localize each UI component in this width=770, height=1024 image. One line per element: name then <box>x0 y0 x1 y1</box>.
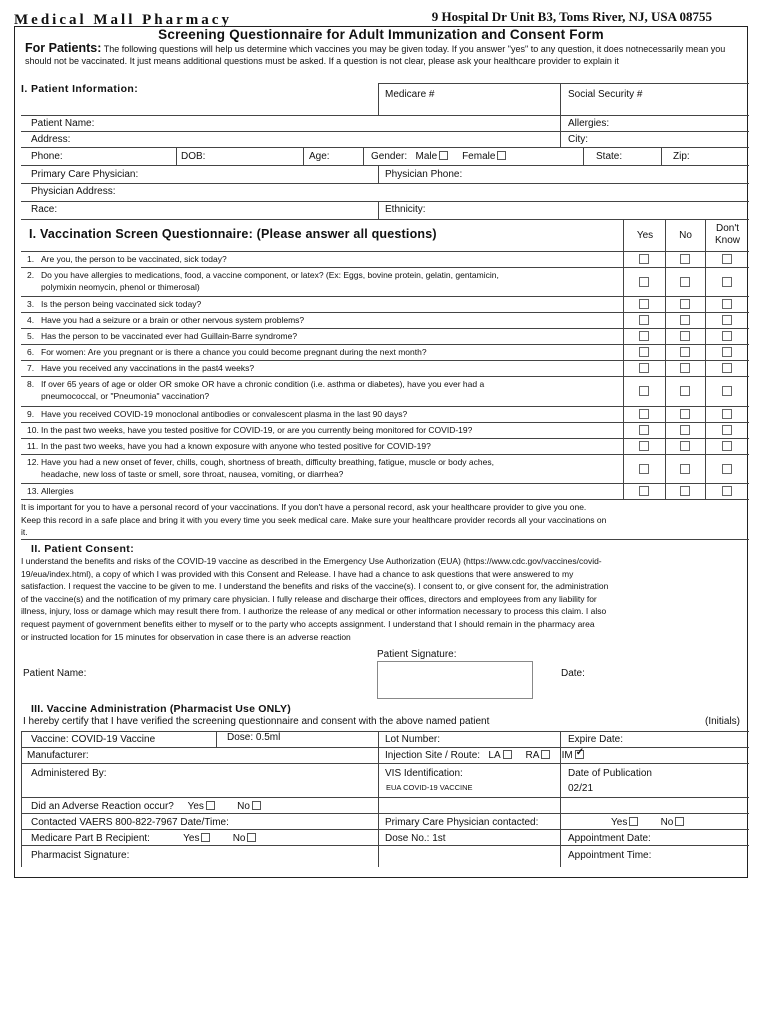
ethnicity-field[interactable]: Ethnicity: <box>385 204 426 215</box>
administered-by-field[interactable]: Administered By: <box>31 768 107 779</box>
pcp-contacted-options <box>611 817 684 829</box>
record-note-line: Keep this record in a safe place and bring it with you every time you seek medical care. Make sure your healthcare provider records all your vaccinations on <box>21 514 607 525</box>
q8-no-checkbox[interactable] <box>680 386 690 396</box>
la-label: LA <box>488 750 501 761</box>
q10-yes-checkbox[interactable] <box>639 425 649 435</box>
form-title: Screening Questionnaire for Adult Immunization and Consent Form <box>158 27 604 42</box>
q3-no-checkbox[interactable] <box>680 299 690 309</box>
q2-dont-know-checkbox[interactable] <box>722 277 732 287</box>
pcp-yes-label: Yes <box>611 817 628 828</box>
q2-no-checkbox[interactable] <box>680 277 690 287</box>
consent-line: 19/eua/index.html), a copy of which I was provided with this Consent and Release. I have had a chance to ask questions that were answered to my <box>21 568 574 579</box>
publication-date-value: 02/21 <box>568 783 594 794</box>
la-checkbox[interactable] <box>503 750 512 759</box>
question-number: 4. <box>27 315 35 325</box>
patient-signature-field[interactable] <box>377 661 533 699</box>
medicare-b-yes-label: Yes <box>183 833 200 844</box>
patient-name-label: Patient Name: <box>23 668 87 679</box>
question-8 <box>27 378 622 402</box>
q13-no-checkbox[interactable] <box>680 486 690 496</box>
question-text: In the past two weeks, have you tested positive for COVID-19, or are you currently being monitored for COVID-19? <box>41 425 473 435</box>
record-note <box>21 501 747 539</box>
q2-yes-checkbox[interactable] <box>639 277 649 287</box>
question-number: 10. <box>27 425 39 435</box>
pharmacy-name: Medical Mall Pharmacy <box>14 12 232 28</box>
q12-no-checkbox[interactable] <box>680 464 690 474</box>
q10-dont-know-checkbox[interactable] <box>722 425 732 435</box>
pharmacy-address: 9 Hospital Dr Unit B3, Toms River, NJ, USA 08755 <box>431 9 712 24</box>
question-number: 7. <box>27 363 35 373</box>
medicare-b-no-checkbox[interactable] <box>247 833 256 842</box>
question-number: 9. <box>27 409 35 419</box>
adverse-no-checkbox[interactable] <box>252 801 261 810</box>
appointment-date-field[interactable]: Appointment Date: <box>568 833 651 844</box>
allergies-field[interactable]: Allergies: <box>568 118 610 129</box>
q13-yes-checkbox[interactable] <box>639 486 649 496</box>
administration-title: III. Vaccine Administration (Pharmacist Use ONLY) <box>31 703 291 715</box>
question-text-cont: pneumococcal, or "Pneumonia" vaccination? <box>41 391 210 401</box>
question-1 <box>27 253 622 265</box>
ra-label: RA <box>525 750 540 761</box>
question-number: 2. <box>27 270 35 280</box>
patient-info-title: I. Patient Information: <box>21 83 139 95</box>
question-3 <box>27 298 622 310</box>
intro-lead: For Patients: <box>25 41 102 55</box>
q11-dont-know-checkbox[interactable] <box>722 441 732 451</box>
q13-dont-know-checkbox[interactable] <box>722 486 732 496</box>
q5-dont-know-checkbox[interactable] <box>722 331 732 341</box>
consent-text <box>21 555 749 643</box>
question-12 <box>27 456 622 480</box>
question-text: Is the person being vaccinated sick today? <box>41 299 202 309</box>
q12-yes-checkbox[interactable] <box>639 464 649 474</box>
physician-address-field[interactable]: Physician Address: <box>31 186 116 197</box>
q6-no-checkbox[interactable] <box>680 347 690 357</box>
male-label: Male <box>415 151 438 162</box>
state-field[interactable]: State: <box>596 151 623 162</box>
question-9 <box>27 408 622 420</box>
q3-yes-checkbox[interactable] <box>639 299 649 309</box>
record-note-line: It is important for you to have a personal record of your vaccinations. If you don't have a personal record, ask your healthcare provider to give you one. <box>21 502 587 512</box>
question-number: 11. <box>27 441 39 451</box>
medicare-b-field <box>31 833 256 845</box>
appointment-time-field[interactable]: Appointment Time: <box>568 850 652 861</box>
expire-date-field[interactable]: Expire Date: <box>568 734 624 745</box>
female-checkbox[interactable] <box>497 151 506 160</box>
intro-text <box>25 43 743 67</box>
question-11 <box>27 440 622 452</box>
physician-phone-field[interactable]: Physician Phone: <box>385 169 463 180</box>
question-5 <box>27 330 622 342</box>
question-number: 12. <box>27 457 39 467</box>
q8-yes-checkbox[interactable] <box>639 386 649 396</box>
q4-dont-know-checkbox[interactable] <box>722 315 732 325</box>
q5-yes-checkbox[interactable] <box>639 331 649 341</box>
certify-text: I hereby certify that I have verified the screening questionnaire and consent with the above named patient <box>23 716 490 727</box>
patient-name-field[interactable]: Patient Name: <box>31 118 95 129</box>
publication-date-label: Date of Publication <box>568 768 652 779</box>
q1-no-checkbox[interactable] <box>680 254 690 264</box>
question-number: 13. <box>27 486 39 496</box>
consent-title: II. Patient Consent: <box>31 543 135 555</box>
medicare-b-no-label: No <box>232 833 246 844</box>
injection-site-field <box>385 750 584 762</box>
dose-number-field: Dose No.: 1st <box>385 833 446 844</box>
medicare-b-label: Medicare Part B Recipient: <box>31 833 150 844</box>
question-number: 5. <box>27 331 35 341</box>
question-text: In the past two weeks, have you had a known exposure with anyone who tested positive for COVID-19? <box>41 441 431 451</box>
im-label: IM <box>561 750 573 761</box>
q11-no-checkbox[interactable] <box>680 441 690 451</box>
q9-yes-checkbox[interactable] <box>639 409 649 419</box>
consent-line: request payment of government benefits either to myself or to the party who accepts assignment. I understand that I should remain in the pharmacy area <box>21 618 595 629</box>
medicare-field[interactable]: Medicare # <box>385 89 435 100</box>
question-10 <box>27 424 622 436</box>
col-yes: Yes <box>636 230 654 241</box>
question-text: Do you have allergies to medications, food, a vaccine component, or latex? (Ex: Eggs, bovine protein, gelatin, gentamicin, <box>41 270 499 280</box>
ra-checkbox[interactable] <box>541 750 550 759</box>
question-7 <box>27 362 622 374</box>
q1-yes-checkbox[interactable] <box>639 254 649 264</box>
ssn-field[interactable]: Social Security # <box>568 89 643 100</box>
vis-identification-label: VIS Identification: <box>385 768 463 779</box>
q3-dont-know-checkbox[interactable] <box>722 299 732 309</box>
pharmacist-signature-field[interactable]: Pharmacist Signature: <box>31 850 130 861</box>
injection-site-label: Injection Site / Route: <box>385 750 481 761</box>
im-checkbox[interactable] <box>575 750 584 759</box>
dose-field: Dose: 0.5ml <box>227 732 281 743</box>
gender-field <box>371 151 506 163</box>
q7-dont-know-checkbox[interactable] <box>722 363 732 373</box>
consent-line: I understand the benefits and risks of the COVID-19 vaccine as described in the Emergency Use Authorization (EUA) (https://www.cdc.gov/vaccines/covid- <box>21 556 602 566</box>
pcp-field[interactable]: Primary Care Physician: <box>31 169 139 180</box>
question-2 <box>27 269 622 293</box>
initials-field[interactable]: (Initials) <box>705 716 741 727</box>
adverse-yes-checkbox[interactable] <box>206 801 215 810</box>
q4-no-checkbox[interactable] <box>680 315 690 325</box>
question-text: Allergies <box>41 486 74 496</box>
age-field[interactable]: Age: <box>309 151 330 162</box>
question-number: 3. <box>27 299 35 309</box>
q10-no-checkbox[interactable] <box>680 425 690 435</box>
lot-number-field[interactable]: Lot Number: <box>385 734 441 745</box>
consent-line: or instructed location for 15 minutes for observation in case there is an adverse reaction <box>21 631 351 642</box>
question-13 <box>27 485 622 497</box>
pcp-no-label: No <box>660 817 674 828</box>
q1-dont-know-checkbox[interactable] <box>722 254 732 264</box>
manufacturer-field[interactable]: Manufacturer: <box>27 750 89 761</box>
vaers-field[interactable]: Contacted VAERS 800-822-7967 Date/Time: <box>31 817 229 828</box>
city-field[interactable]: City: <box>568 134 588 145</box>
male-checkbox[interactable] <box>439 151 448 160</box>
female-label: Female <box>462 151 496 162</box>
question-number: 8. <box>27 379 35 389</box>
q7-no-checkbox[interactable] <box>680 363 690 373</box>
col-no: No <box>679 230 692 241</box>
question-4 <box>27 314 622 326</box>
screening-form <box>14 26 748 878</box>
question-text: For women: Are you pregnant or is there a chance you could become pregnant during the next month? <box>41 347 427 357</box>
consent-line: satisfaction. I request the vaccine to be given to me. I understand the benefits and risks of the vaccine(s). I consent to, or give consent for, the administration <box>21 581 609 592</box>
intro-body: The following questions will help us determine which vaccines you may be given today. If you answer "yes" to any question, it does notnecessarily mean you should not be vaccinated. It just means additional questions must be asked. If a question is not clear, please ask your healthcare provider to explain it <box>25 44 726 66</box>
q6-dont-know-checkbox[interactable] <box>722 347 732 357</box>
zip-field[interactable]: Zip: <box>673 151 690 162</box>
question-number: 6. <box>27 347 35 357</box>
col-dont-know: Don't Know <box>714 223 740 246</box>
adverse-no-label: No <box>237 801 250 812</box>
question-text-cont: polymixin neomycin, phenol or thimerosal) <box>41 282 200 292</box>
q6-yes-checkbox[interactable] <box>639 347 649 357</box>
pcp-contacted-label: Primary Care Physician contacted: <box>385 817 539 828</box>
record-note-line: it. <box>21 527 28 538</box>
question-text-cont: headache, new loss of taste or smell, sore throat, nausea, vomiting, or diarrhea? <box>41 469 344 479</box>
adverse-reaction-label: Did an Adverse Reaction occur? <box>31 801 174 812</box>
vaccine-field: Vaccine: COVID-19 Vaccine <box>31 734 156 745</box>
q11-yes-checkbox[interactable] <box>639 441 649 451</box>
question-6 <box>27 346 622 358</box>
question-text: Have you had a new onset of fever, chills, cough, shortness of breath, difficulty breathing, fatigue, muscle or body aches, <box>41 457 494 467</box>
vis-value: EUA COVID-19 VACCINE <box>386 783 473 792</box>
question-text: Have you received COVID-19 monoclonal antibodies or convalescent plasma in the last 90 days? <box>41 409 408 419</box>
pcp-no-checkbox[interactable] <box>675 817 684 826</box>
question-text: Are you, the person to be vaccinated, sick today? <box>41 254 227 264</box>
question-text: If over 65 years of age or older OR smoke OR have a chronic condition (i.e. asthma or diabetes), have you ever had a <box>41 379 485 389</box>
question-text: Has the person to be vaccinated ever had Guillain-Barre syndrome? <box>41 331 298 341</box>
questionnaire-title: I. Vaccination Screen Questionnaire: (Please answer all questions) <box>29 227 437 241</box>
consent-date-label: Date: <box>561 668 585 679</box>
patient-signature-label: Patient Signature: <box>377 649 457 660</box>
question-number: 1. <box>27 254 35 264</box>
phone-field[interactable]: Phone: <box>31 151 63 162</box>
q4-yes-checkbox[interactable] <box>639 315 649 325</box>
question-text: Have you had a seizure or a brain or other nervous system problems? <box>41 315 305 325</box>
medicare-b-yes-checkbox[interactable] <box>201 833 210 842</box>
pcp-yes-checkbox[interactable] <box>629 817 638 826</box>
q9-no-checkbox[interactable] <box>680 409 690 419</box>
consent-line: of the vaccine(s) and the notification of my primary care physician. I fully release and discharge their offices, directors and employees from any liability for <box>21 593 597 604</box>
q7-yes-checkbox[interactable] <box>639 363 649 373</box>
q9-dont-know-checkbox[interactable] <box>722 409 732 419</box>
q12-dont-know-checkbox[interactable] <box>722 464 732 474</box>
address-field[interactable]: Address: <box>31 134 71 145</box>
consent-line: illness, injury, loss or damage which may result there from. I authorize the release of any medical or other information necessary to process this claim. I also <box>21 606 607 617</box>
q8-dont-know-checkbox[interactable] <box>722 386 732 396</box>
q5-no-checkbox[interactable] <box>680 331 690 341</box>
question-text: Have you received any vaccinations in the past4 weeks? <box>41 363 255 373</box>
gender-label: Gender: <box>371 151 408 162</box>
adverse-reaction-field <box>31 801 261 813</box>
race-field[interactable]: Race: <box>31 204 58 215</box>
adverse-yes-label: Yes <box>187 801 204 812</box>
dob-field[interactable]: DOB: <box>181 151 206 162</box>
